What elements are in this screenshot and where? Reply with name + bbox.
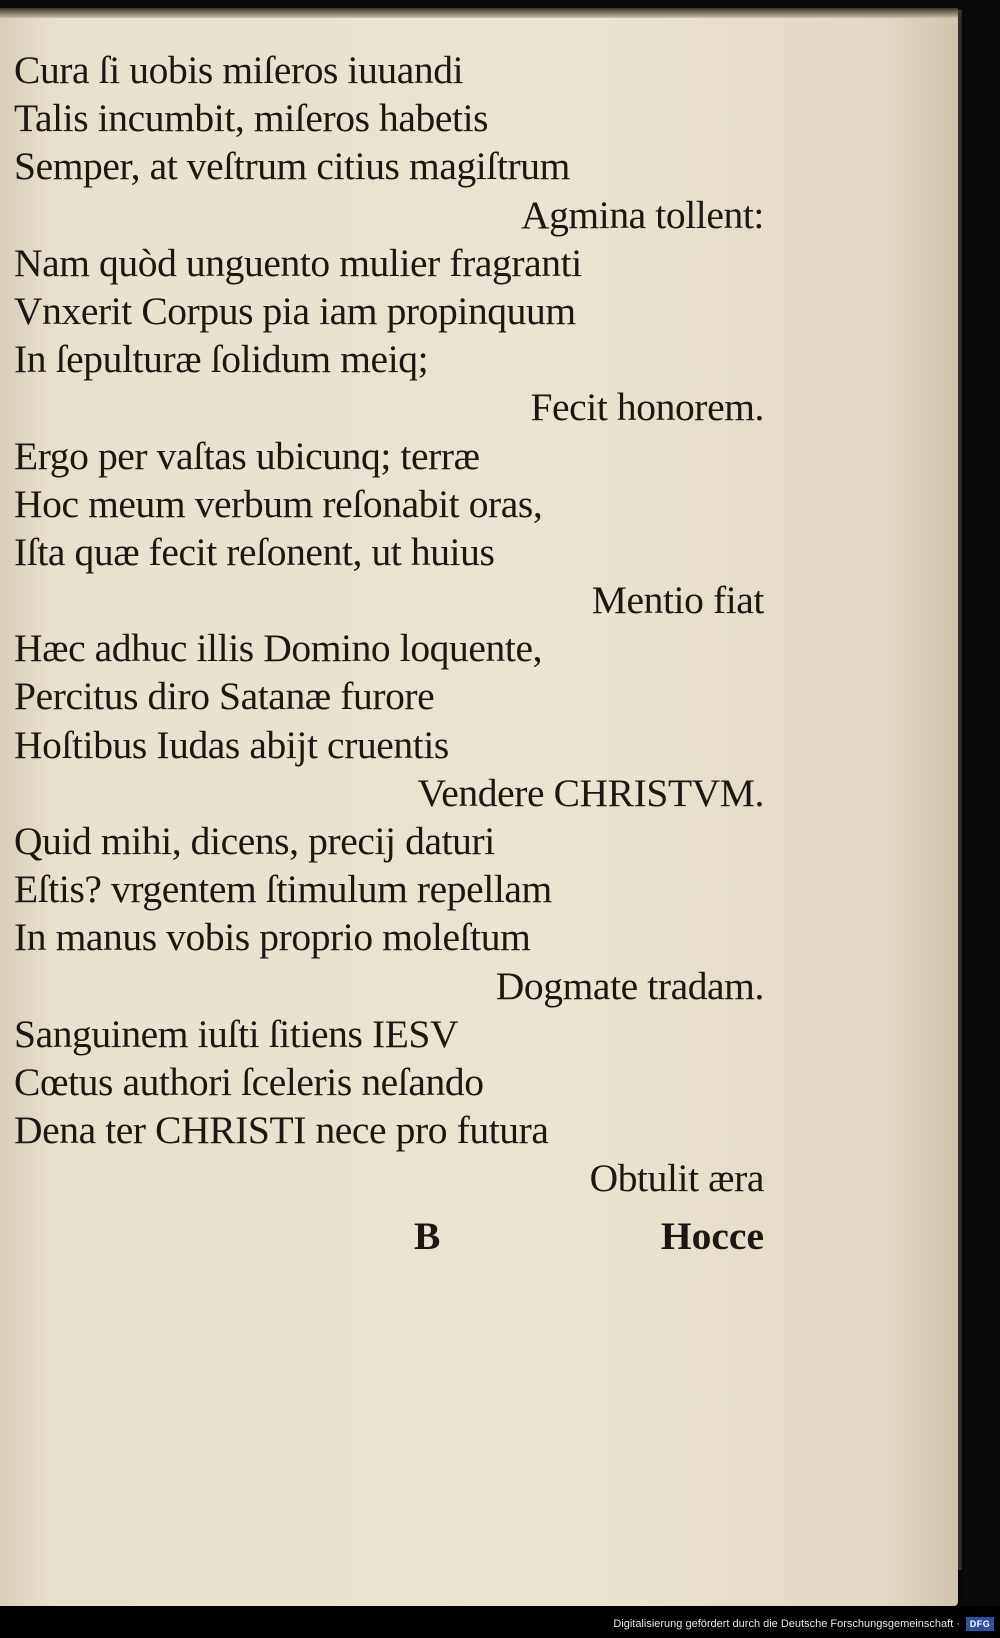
page-top-shadow — [0, 8, 958, 18]
poem-line: Semper, at veſtrum citius magiſtrum — [14, 144, 570, 189]
poem-line: Iſta quæ fecit reſonent, ut huius — [14, 529, 495, 574]
poem-line: Sanguinem iuſti ſitiens IESV — [14, 1011, 459, 1056]
poem-line-adonic: Fecit honorem. — [530, 385, 764, 430]
credit-text: Digitalisierung gefördert durch die Deutsche Forschungsgemeinschaft · — [613, 1618, 960, 1630]
poem-line: Eſtis? vrgentem ſtimulum repellam — [14, 867, 552, 912]
poem-line-adonic: Obtulit æra — [589, 1156, 764, 1201]
poem-line: Nam quòd unguento mulier fragranti — [14, 240, 582, 285]
poem-line: Vnxerit Corpus pia iam propinquum — [14, 288, 576, 333]
poem-line: In ſepulturæ ſolidum meiq; — [14, 337, 429, 382]
page-footer — [14, 1213, 764, 1261]
poem-line: Talis incumbit, miſeros habetis — [14, 96, 489, 141]
poem-line: Quid mihi, dicens, precij daturi — [14, 819, 495, 863]
poem-text — [14, 46, 764, 1203]
poem-line: Ergo per vaſtas ubicunq; terræ — [14, 433, 480, 478]
signature-mark: B — [414, 1214, 441, 1258]
poem-line: Cura ſi uobis miſeros iuuandi — [14, 48, 464, 92]
poem-line: In manus vobis proprio moleſtum — [14, 915, 531, 960]
book-page — [0, 8, 958, 1606]
poem-line: Dena ter CHRISTI nece pro futura — [14, 1108, 549, 1153]
poem-line: Cœtus authori ſceleris neſando — [14, 1059, 484, 1104]
poem-line: Hoſtibus Iudas abijt cruentis — [14, 722, 449, 767]
catchword: Hocce — [660, 1214, 764, 1258]
credit-bar — [0, 1606, 1000, 1638]
poem-line-adonic: Dogmate tradam. — [495, 963, 764, 1008]
poem-line-adonic: Vendere CHRISTVM. — [417, 770, 764, 815]
poem-line-adonic: Mentio fiat — [591, 578, 764, 623]
dfg-logo-icon: DFG — [966, 1617, 994, 1631]
poem-line-adonic: Agmina tollent: — [520, 192, 764, 237]
poem-line: Hoc meum verbum reſonabit oras, — [14, 481, 543, 526]
poem-line: Hæc adhuc illis Domino loquente, — [14, 626, 543, 671]
poem-line: Percitus diro Satanæ furore — [14, 674, 435, 719]
